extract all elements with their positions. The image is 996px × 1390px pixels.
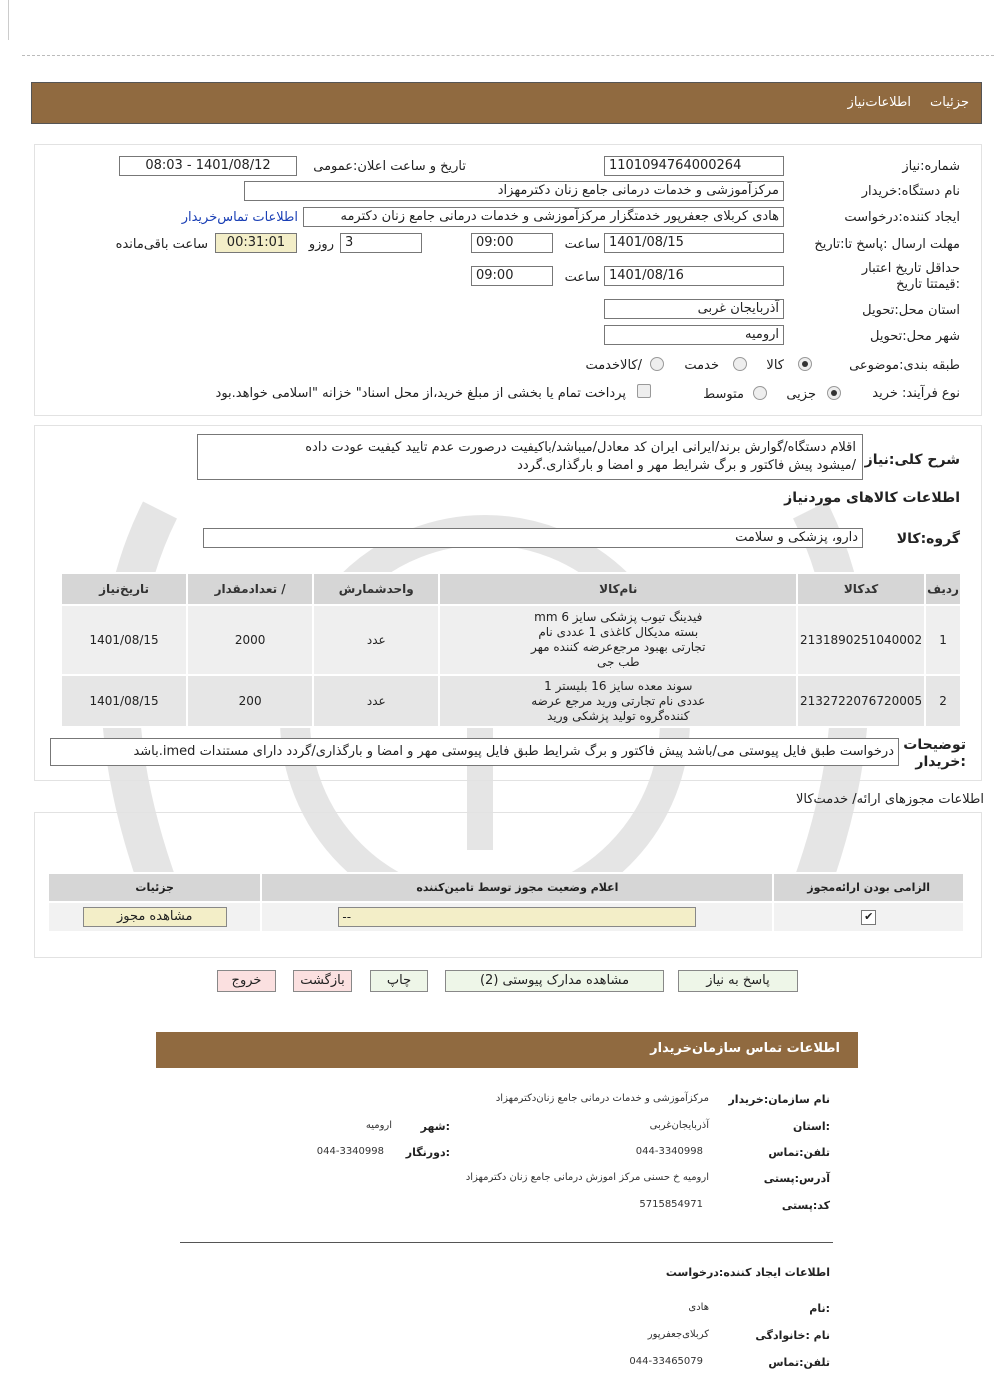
cell-name-line: بسته مدیکال کاغذی 1 عددی نام (538, 625, 699, 639)
contact-city-value: ارومیه (365, 1120, 392, 1131)
col-row: ردیف (925, 573, 961, 605)
process-minor-label: جزیی (786, 387, 816, 402)
contact-divider (180, 1242, 833, 1243)
validity-date-field: 1401/08/16 (604, 266, 784, 286)
contact-city-label: :شهر (420, 1120, 450, 1133)
col-unit: واحدشمارش (313, 573, 439, 605)
province-label: استان محل:تحویل (862, 303, 960, 318)
license-row (48, 902, 964, 932)
days-label: روزو (308, 237, 334, 252)
creator-phone-label: تلفن:تماس (768, 1356, 830, 1369)
col-qty: / تعدادمقدار (187, 573, 313, 605)
contact-org-value: مرکزآموزشی و خدمات درمانی جامع زنان‌دکترمهزاد (495, 1093, 709, 1104)
cell-date: 1401/08/15 (61, 675, 187, 727)
treasury-payment-checkbox[interactable] (637, 384, 651, 398)
creator-field: هادی کربلای جعفرپور خدمتگزار مرکزآموزشی و خدمات درمانی جامع زنان دکترمه (303, 207, 784, 227)
buyer-org-field: مرکزآموزشی و خدمات درمانی جامع زنان دکترمهزاد (244, 181, 784, 201)
process-label: نوع فرآیند: خرید (872, 386, 960, 401)
tab-details[interactable]: جزئیات (930, 95, 969, 110)
exit-button[interactable]: خروج (217, 970, 276, 992)
announce-field: 1401/08/12 - 08:03 (119, 156, 297, 176)
items-table-wrapper (60, 572, 962, 728)
license-required-checkbox[interactable]: ✔ (861, 910, 876, 925)
licenses-header-row (48, 873, 964, 902)
deadline-label: مهلت ارسال :پاسخ تا:تاریخ (814, 237, 960, 252)
city-field: ارومیه (604, 325, 784, 345)
back-button[interactable]: بازگشت (293, 970, 352, 992)
buyer-org-label: نام دستگاه:خریدار (861, 184, 960, 199)
buyer-notes-label: توضیحات :خریدار (903, 737, 966, 770)
creator-family-label: نام :خانوادگی (755, 1329, 830, 1342)
cell-unit: عدد (313, 675, 439, 727)
creator-name-label: :نام (809, 1302, 830, 1315)
goods-info-title: اطلاعات کالاهای موردنیاز (784, 490, 960, 506)
contact-fax-label: :دورنگار (405, 1146, 450, 1159)
need-number-field: 1101094764000264 (604, 156, 784, 176)
contact-province-label: :استان (793, 1120, 830, 1133)
contact-phone-value: 044-3340998 (635, 1146, 703, 1157)
validity-time-label: ساعت (564, 270, 600, 285)
cell-name-line: طب جی (596, 655, 640, 669)
validity-label: حداقل تاریخ اعتبار :قیمتتا تاریخ (861, 261, 960, 292)
remaining-time-field: 00:31:01 (215, 233, 297, 253)
creator-name-value: هادی (688, 1302, 709, 1313)
category-goods-radio[interactable] (798, 357, 812, 371)
licenses-title: اطلاعات مجوزهای ارائه/ خدمت‌کالا (795, 792, 984, 807)
col-license-details: جزئیات (48, 873, 261, 902)
category-label: طبقه بندی:موضوعی (849, 358, 960, 373)
licenses-table (47, 872, 965, 933)
contact-fax-value: 044-3340998 (316, 1146, 384, 1157)
category-goods-service-label: /کالاخدمت (585, 358, 642, 373)
category-goods-label: کالا (766, 358, 784, 373)
city-label: شهر محل:تحویل (870, 329, 960, 344)
buyer-contact-link[interactable]: اطلاعات تماس‌خریدار (181, 210, 298, 225)
need-number-label: شماره:نیاز (902, 159, 960, 174)
contact-address-label: آدرس:پستی (763, 1172, 830, 1185)
creator-family-value: کربلای‌جعفرپور (647, 1329, 709, 1340)
view-license-button[interactable]: مشاهده مجوز (83, 907, 227, 927)
cell-qty: 200 (187, 675, 313, 727)
left-edge-line (8, 0, 9, 40)
process-minor-radio[interactable] (827, 386, 841, 400)
cell-qty: 2000 (187, 605, 313, 675)
license-status-field: -- (338, 907, 696, 927)
contact-province-value: آذربایجان‌غربی (649, 1120, 709, 1131)
cell-name-line: سوند معده سایز 16 بلیستر 1 (544, 678, 693, 693)
province-field: آذربایجان غربی (604, 299, 784, 319)
cell-date: 1401/08/15 (61, 605, 187, 675)
cell-name (439, 605, 797, 675)
summary-label: شرح کلی:نیاز (864, 452, 960, 468)
category-service-radio[interactable] (733, 357, 747, 371)
col-date: تاریخ‌نیاز (61, 573, 187, 605)
contact-header-bar (156, 1032, 858, 1068)
cell-unit: عدد (313, 605, 439, 675)
goods-group-field: دارو، پزشکی و سلامت (203, 528, 863, 548)
contact-org-label: نام سازمان:خریدار (728, 1093, 830, 1106)
details-header-bar (31, 82, 982, 124)
summary-text-line-1: اقلام دستگاه/گوارش برند/ایرانی ایران کد معادل/میباشد/باکیفیت درصورت عدم تایید کیفیت عودت داده (305, 440, 856, 455)
contact-postal-value: 5715854971 (639, 1199, 703, 1210)
process-medium-radio[interactable] (753, 386, 767, 400)
deadline-date-field: 1401/08/15 (604, 233, 784, 253)
col-license-status: اعلام وضعیت مجوز توسط تامین‌کننده (261, 873, 773, 902)
reply-button[interactable]: پاسخ به نیاز (678, 970, 798, 992)
creator-phone-value: 044-33465079 (629, 1356, 703, 1367)
contact-phone-label: تلفن:تماس (768, 1146, 830, 1159)
validity-time-field: 09:00 (471, 266, 553, 286)
print-button[interactable]: چاپ (370, 970, 428, 992)
cell-row: 1 (925, 605, 961, 675)
licenses-table-wrapper (47, 872, 965, 933)
cell-name-line: عددی نام تجارتی ورید مرجع عرضه (531, 693, 706, 708)
announce-label: تاریخ و ساعت اعلان:عمومی (313, 159, 466, 174)
summary-text-line-2: /میشود پیش فاکتور و برگ شرایط مهر و امضا و بارگذاری.گردد (517, 458, 856, 473)
buyer-notes-field: درخواست طبق فایل پیوستی می/باشد پیش فاکتور و برگ شرایط طبق فایل پیوستی مهر و امضا و بارگذاری/گردد دارای مستندات imed.باشد (50, 738, 899, 766)
license-details-cell (48, 902, 261, 932)
cell-name-line: تجارتی بهبود مرجع‌عرضه کننده مهر (530, 640, 706, 654)
cell-name-line: فیدینگ تیوب پزشکی سایز 6 mm (534, 610, 703, 624)
creator-label: ایجاد کننده:درخواست (844, 210, 960, 225)
cell-name (439, 675, 797, 727)
deadline-time-label: ساعت (564, 237, 600, 252)
summary-text-box (197, 434, 863, 480)
cell-name-line: کننده‌گروه تولید پزشکی ورید (547, 708, 690, 723)
cell-code: 2131890251040002 (797, 605, 925, 675)
category-service-label: خدمت (684, 358, 719, 373)
goods-group-label: گروه:کالا (896, 531, 960, 547)
contact-title: اطلاعات تماس سازمان‌خریدار (650, 1041, 840, 1056)
attachments-button[interactable]: مشاهده مدارک پیوستی (2) (445, 970, 664, 992)
table-row[interactable] (61, 675, 961, 727)
treasury-payment-note: پرداخت تمام یا بخشی از مبلغ خرید،از محل اسناد" خزانه "اسلامی خواهد.بود (215, 386, 626, 401)
process-medium-label: متوسط (703, 387, 744, 402)
tab-need-info[interactable]: اطلاعات‌نیاز (847, 95, 911, 110)
contact-address-value: ارومیه خ حسنی مرکز اموزش درمانی جامع زنان دکترمهزاد (465, 1172, 709, 1183)
cell-code: 2132722076720005 (797, 675, 925, 727)
items-header-row (61, 573, 961, 605)
license-required-cell (773, 902, 964, 932)
items-table (60, 572, 962, 728)
remaining-label: ساعت باقی‌مانده (115, 237, 208, 252)
table-row[interactable] (61, 605, 961, 675)
days-field: 3 (340, 233, 422, 253)
creator-info-title: اطلاعات ایجاد کننده:درخواست (665, 1266, 830, 1279)
deadline-time-field: 09:00 (471, 233, 553, 253)
top-divider (22, 55, 994, 56)
col-code: کدکالا (797, 573, 925, 605)
col-name: نام‌کالا (439, 573, 797, 605)
col-license-required: الزامی بودن ارائه‌مجوز (773, 873, 964, 902)
cell-row: 2 (925, 675, 961, 727)
contact-postal-label: کد:پستی (781, 1199, 830, 1212)
category-goods-service-radio[interactable] (650, 357, 664, 371)
license-status-cell (261, 902, 773, 932)
